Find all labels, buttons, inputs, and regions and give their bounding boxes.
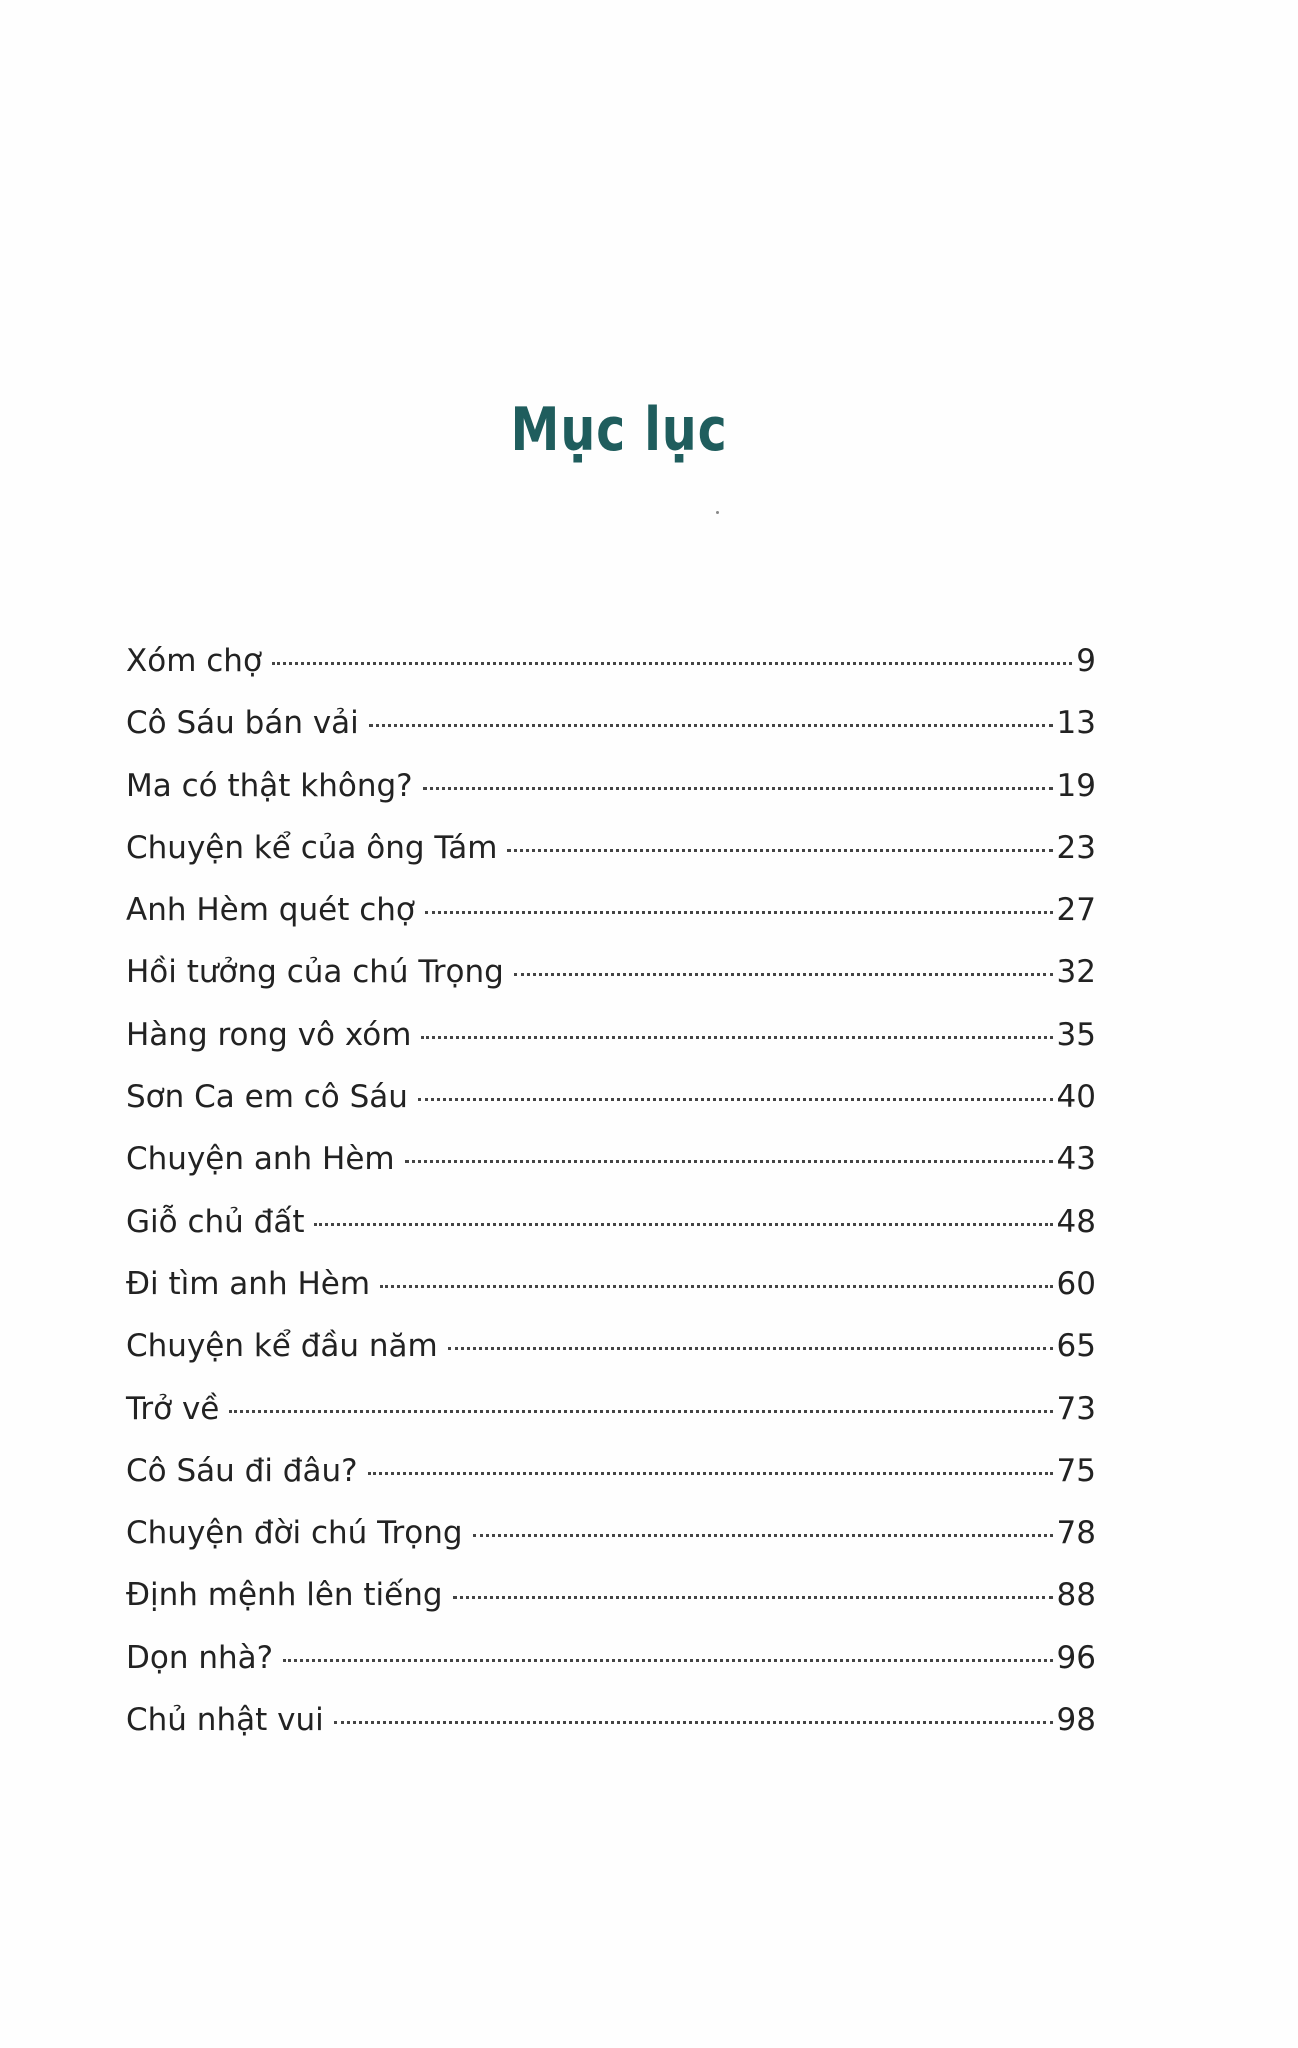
toc-entry-title: Ma có thật không? <box>126 767 413 804</box>
toc-entry-page: 23 <box>1056 829 1096 866</box>
dot-leader <box>368 1472 1053 1475</box>
toc-entry-title: Đi tìm anh Hèm <box>126 1265 371 1302</box>
toc-entry <box>126 1128 1096 1190</box>
toc-entry-page: 78 <box>1056 1515 1096 1552</box>
dot-leader <box>272 662 1072 665</box>
paper-speck <box>716 511 719 514</box>
toc-entry-title: Chuyện đời chú Trọng <box>126 1515 463 1552</box>
toc-entry-title: Sơn Ca em cô Sáu <box>126 1079 408 1116</box>
toc-entry-title: Hàng rong vô xóm <box>126 1016 412 1053</box>
toc-entry-title: Chuyện kể đầu năm <box>126 1328 438 1365</box>
toc-entry-page: 60 <box>1056 1265 1096 1302</box>
toc-entry <box>126 1191 1096 1253</box>
toc-entry-title: Giỗ chủ đất <box>126 1203 305 1240</box>
toc-entry-page: 27 <box>1056 892 1096 929</box>
dot-leader <box>314 1223 1052 1226</box>
toc-entry <box>126 1253 1096 1315</box>
toc-entry-page: 13 <box>1056 705 1096 742</box>
toc-entry <box>126 1440 1096 1502</box>
dot-leader <box>453 1596 1053 1599</box>
toc-entry <box>126 817 1096 879</box>
toc-entry <box>126 941 1096 1003</box>
toc-entry-title: Chuyện kể của ông Tám <box>126 829 498 866</box>
toc-entry-title: Cô Sáu bán vải <box>126 705 359 742</box>
dot-leader <box>229 1410 1052 1413</box>
toc-entry-title: Trở về <box>126 1390 220 1427</box>
dot-leader <box>380 1285 1053 1288</box>
dot-leader <box>425 911 1053 914</box>
dot-leader <box>473 1534 1053 1537</box>
toc-entry-title: Dọn nhà? <box>126 1639 274 1676</box>
toc-entry <box>126 1502 1096 1564</box>
dot-leader <box>283 1659 1052 1662</box>
toc-entry <box>126 692 1096 754</box>
dot-leader <box>369 724 1053 727</box>
toc-entry <box>126 879 1096 941</box>
toc-entry-page: 40 <box>1056 1079 1096 1116</box>
toc-entry-title: Định mệnh lên tiếng <box>126 1577 443 1614</box>
toc-entry <box>126 1689 1096 1751</box>
toc-entry <box>126 630 1096 692</box>
dot-leader <box>421 1036 1052 1039</box>
toc-entry-title: Cô Sáu đi đâu? <box>126 1452 358 1489</box>
toc-entry <box>126 1378 1096 1440</box>
toc-entry-page: 32 <box>1056 954 1096 991</box>
toc-entry <box>126 1627 1096 1689</box>
toc-entry-page: 35 <box>1056 1016 1096 1053</box>
dot-leader <box>405 1160 1053 1163</box>
toc-entry-title: Xóm chợ <box>126 643 262 679</box>
toc-entry-page: 9 <box>1076 643 1096 679</box>
table-of-contents <box>126 630 1096 1751</box>
toc-entry-title: Chuyện anh Hèm <box>126 1141 395 1178</box>
toc-entry <box>126 1004 1096 1066</box>
toc-entry <box>126 1564 1096 1626</box>
dot-leader <box>514 973 1053 976</box>
toc-entry-title: Chủ nhật vui <box>126 1702 324 1739</box>
dot-leader <box>448 1347 1053 1350</box>
dot-leader <box>423 787 1053 790</box>
dot-leader <box>418 1098 1053 1101</box>
page-title: Mục lục <box>510 395 728 465</box>
dot-leader <box>334 1721 1053 1724</box>
toc-entry <box>126 755 1096 817</box>
dot-leader <box>507 849 1052 852</box>
toc-entry <box>126 1315 1096 1377</box>
toc-entry-page: 48 <box>1056 1203 1096 1240</box>
toc-entry-page: 73 <box>1056 1390 1096 1427</box>
toc-entry-title: Anh Hèm quét chợ <box>126 892 415 929</box>
toc-entry-page: 88 <box>1056 1577 1096 1614</box>
toc-entry-title: Hồi tưởng của chú Trọng <box>126 954 504 991</box>
toc-entry-page: 98 <box>1056 1702 1096 1739</box>
toc-entry-page: 96 <box>1056 1639 1096 1676</box>
toc-entry-page: 43 <box>1056 1141 1096 1178</box>
toc-entry <box>126 1066 1096 1128</box>
toc-entry-page: 65 <box>1056 1328 1096 1365</box>
toc-entry-page: 75 <box>1056 1452 1096 1489</box>
toc-entry-page: 19 <box>1056 767 1096 804</box>
